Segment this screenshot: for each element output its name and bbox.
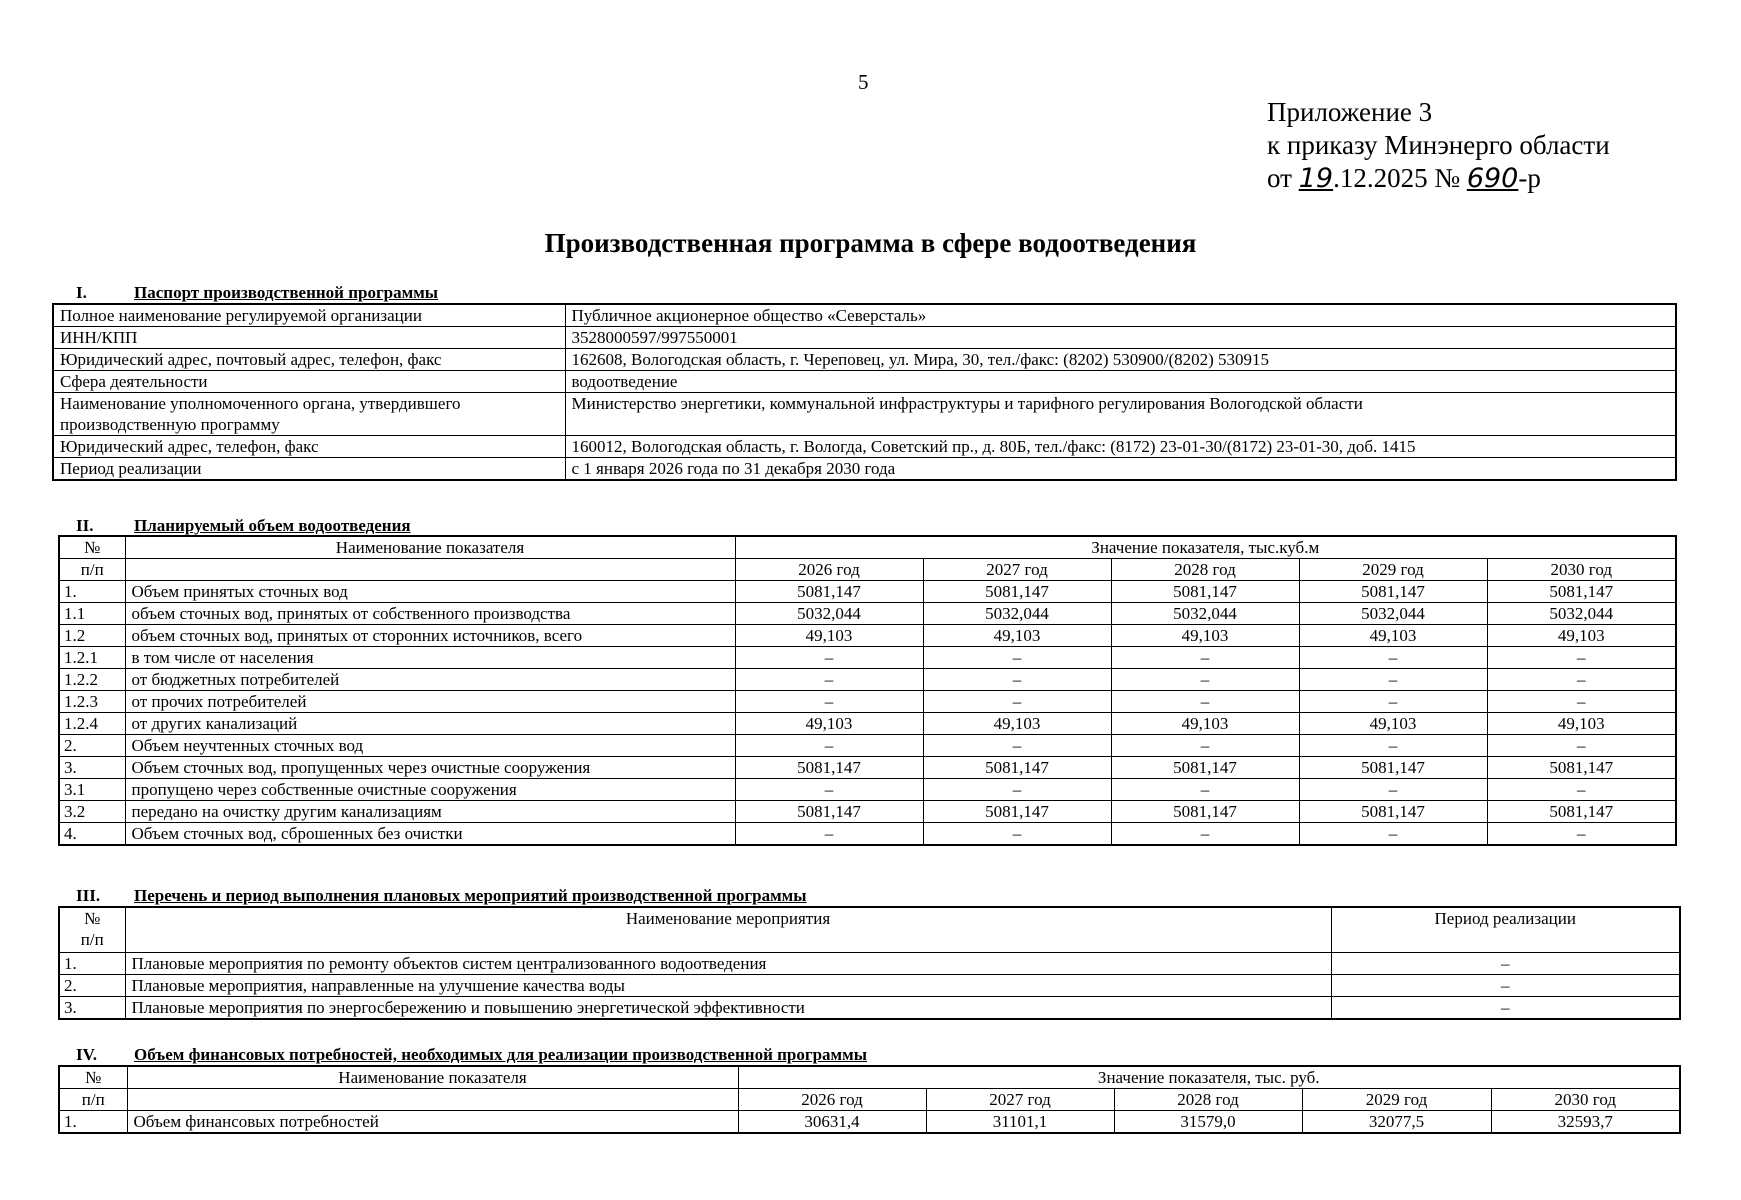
volume-row-value: 49,103 bbox=[735, 713, 923, 735]
passport-label: Сфера деятельности bbox=[53, 371, 565, 393]
section1-title: Паспорт производственной программы bbox=[134, 283, 439, 302]
finance-header-name: Наименование показателя bbox=[127, 1066, 738, 1089]
volume-row-value: 5081,147 bbox=[923, 757, 1111, 779]
volume-row-value: 49,103 bbox=[1487, 713, 1676, 735]
volume-row bbox=[59, 647, 1676, 669]
volume-row-value: – bbox=[1111, 779, 1299, 801]
activities-header-period: Период реализации bbox=[1331, 907, 1680, 953]
activities-header-num2: п/п bbox=[80, 930, 104, 949]
volume-row-value: – bbox=[735, 647, 923, 669]
volume-row-value: 5081,147 bbox=[923, 581, 1111, 603]
volume-row-value: – bbox=[1487, 823, 1676, 846]
volume-row-value: 5081,147 bbox=[1487, 801, 1676, 823]
volume-row-value: 5081,147 bbox=[735, 757, 923, 779]
passport-label: Наименование уполномоченного органа, утвердившего производственную программу bbox=[53, 393, 565, 436]
date-prefix: от bbox=[1267, 163, 1292, 193]
section2-number: II. bbox=[76, 516, 94, 535]
activity-name: Плановые мероприятия по ремонту объектов систем централизованного водоотведения bbox=[125, 953, 1331, 975]
volume-row-value: – bbox=[1111, 823, 1299, 846]
passport-row bbox=[53, 304, 1676, 327]
section1-heading bbox=[76, 283, 438, 303]
passport-row bbox=[53, 436, 1676, 458]
passport-value: Министерство энергетики, коммунальной инфраструктуры и тарифного регулирования Вологодской области bbox=[565, 393, 1676, 436]
activity-num: 2. bbox=[59, 975, 125, 997]
volume-row bbox=[59, 823, 1676, 846]
volume-row-name: от бюджетных потребителей bbox=[125, 669, 735, 691]
volume-row-value: – bbox=[735, 823, 923, 846]
volume-row-value: 5081,147 bbox=[1111, 757, 1299, 779]
passport-value: водоотведение bbox=[565, 371, 1676, 393]
volume-row-value: 5081,147 bbox=[1111, 581, 1299, 603]
section3-heading bbox=[76, 886, 807, 906]
volume-row bbox=[59, 691, 1676, 713]
volume-row-num: 4. bbox=[59, 823, 125, 846]
volume-row-value: – bbox=[1299, 735, 1487, 757]
passport-row bbox=[53, 327, 1676, 349]
volume-row-value: 49,103 bbox=[923, 625, 1111, 647]
volume-row-name: от прочих потребителей bbox=[125, 691, 735, 713]
volume-row-value: – bbox=[1111, 647, 1299, 669]
volume-row-num: 1.2 bbox=[59, 625, 125, 647]
volume-row-value: – bbox=[1487, 691, 1676, 713]
volume-row-value: 49,103 bbox=[923, 713, 1111, 735]
volume-row-value: – bbox=[1487, 735, 1676, 757]
volume-row bbox=[59, 757, 1676, 779]
passport-value: 160012, Вологодская область, г. Вологда, Советский пр., д. 80Б, тел./факс: (8172) 23-01-30/(8172) 23-01-30, доб. 1415 bbox=[565, 436, 1676, 458]
volume-header-num2: п/п bbox=[59, 559, 125, 581]
passport-value: 162608, Вологодская область, г. Череповец, ул. Мира, 30, тел./факс: (8202) 530900/(8202) 530915 bbox=[565, 349, 1676, 371]
volume-row-value: 5032,044 bbox=[1111, 603, 1299, 625]
passport-label: Полное наименование регулируемой организации bbox=[53, 304, 565, 327]
volume-row-num: 3.2 bbox=[59, 801, 125, 823]
activity-period: – bbox=[1331, 997, 1680, 1020]
volume-row-value: – bbox=[1111, 669, 1299, 691]
volume-row-value: 49,103 bbox=[1299, 625, 1487, 647]
volume-row-value: 5081,147 bbox=[1111, 801, 1299, 823]
finance-row bbox=[59, 1111, 1680, 1134]
volume-row-name: Объем сточных вод, пропущенных через очистные сооружения bbox=[125, 757, 735, 779]
volume-row-value: 49,103 bbox=[735, 625, 923, 647]
order-suffix: -р bbox=[1518, 163, 1541, 193]
volume-row-value: – bbox=[735, 735, 923, 757]
appendix-date-line bbox=[1267, 162, 1610, 195]
volume-header-value: Значение показателя, тыс.куб.м bbox=[735, 536, 1676, 559]
volume-row-value: 5081,147 bbox=[1487, 581, 1676, 603]
volume-row-value: – bbox=[1487, 779, 1676, 801]
volume-row-name: Объем принятых сточных вод bbox=[125, 581, 735, 603]
page-number: 5 bbox=[858, 70, 869, 94]
volume-row bbox=[59, 581, 1676, 603]
activity-num: 3. bbox=[59, 997, 125, 1020]
section4-number: IV. bbox=[76, 1045, 97, 1064]
volume-row-value: 5081,147 bbox=[1487, 757, 1676, 779]
volume-row-value: 5081,147 bbox=[735, 801, 923, 823]
volume-row-value: – bbox=[735, 691, 923, 713]
volume-row-value: – bbox=[1299, 823, 1487, 846]
activity-row bbox=[59, 997, 1680, 1020]
volume-row bbox=[59, 713, 1676, 735]
volume-row-value: – bbox=[923, 735, 1111, 757]
activity-period: – bbox=[1331, 953, 1680, 975]
volume-year-header: 2029 год bbox=[1299, 559, 1487, 581]
finance-row-value: 32077,5 bbox=[1302, 1111, 1491, 1134]
volume-row-value: 49,103 bbox=[1111, 713, 1299, 735]
section3-title: Перечень и период выполнения плановых мероприятий производственной программы bbox=[134, 886, 807, 905]
volume-row-value: 49,103 bbox=[1487, 625, 1676, 647]
volume-row-value: – bbox=[1111, 735, 1299, 757]
section4-title: Объем финансовых потребностей, необходимых для реализации производственной программы bbox=[134, 1045, 867, 1064]
volume-year-header: 2026 год bbox=[735, 559, 923, 581]
volume-row-value: – bbox=[1299, 647, 1487, 669]
volume-row-num: 1.2.4 bbox=[59, 713, 125, 735]
volume-row-num: 3.1 bbox=[59, 779, 125, 801]
volume-row-value: – bbox=[923, 779, 1111, 801]
volume-row-value: 49,103 bbox=[1299, 713, 1487, 735]
finance-year-header: 2028 год bbox=[1114, 1089, 1302, 1111]
volume-row-name: Объем неучтенных сточных вод bbox=[125, 735, 735, 757]
activity-name: Плановые мероприятия по энергосбережению и повышению энергетической эффективности bbox=[125, 997, 1331, 1020]
passport-label: Период реализации bbox=[53, 458, 565, 481]
passport-value: 3528000597/997550001 bbox=[565, 327, 1676, 349]
activity-name: Плановые мероприятия, направленные на улучшение качества воды bbox=[125, 975, 1331, 997]
volume-row-value: 5081,147 bbox=[923, 801, 1111, 823]
volume-row-name: пропущено через собственные очистные сооружения bbox=[125, 779, 735, 801]
volume-row-value: – bbox=[1299, 691, 1487, 713]
finance-header-num2: п/п bbox=[59, 1089, 127, 1111]
document-title: Производственная программа в сфере водоотведения bbox=[544, 228, 1197, 258]
passport-row bbox=[53, 393, 1676, 436]
activities-header-num1: № bbox=[84, 909, 101, 928]
volume-row bbox=[59, 669, 1676, 691]
finance-row-value: 30631,4 bbox=[738, 1111, 926, 1134]
volume-row bbox=[59, 603, 1676, 625]
passport-value: с 1 января 2026 года по 31 декабря 2030 года bbox=[565, 458, 1676, 481]
volume-row-value: 5081,147 bbox=[1299, 581, 1487, 603]
volume-row-value: 5032,044 bbox=[923, 603, 1111, 625]
volume-header-num: № bbox=[59, 536, 125, 559]
volume-row-num: 1.2.3 bbox=[59, 691, 125, 713]
volume-row bbox=[59, 779, 1676, 801]
date-rest: .12.2025 № bbox=[1333, 163, 1461, 193]
section1-number: I. bbox=[76, 283, 87, 302]
finance-row-name: Объем финансовых потребностей bbox=[127, 1111, 738, 1134]
volume-row-num: 2. bbox=[59, 735, 125, 757]
section4-heading bbox=[76, 1045, 867, 1065]
finance-year-header: 2030 год bbox=[1491, 1089, 1680, 1111]
volume-row-value: 5081,147 bbox=[1299, 801, 1487, 823]
volume-row-name: объем сточных вод, принятых от сторонних источников, всего bbox=[125, 625, 735, 647]
volume-row-value: – bbox=[1299, 669, 1487, 691]
volume-row-value: – bbox=[923, 691, 1111, 713]
activity-num: 1. bbox=[59, 953, 125, 975]
volume-row-value: 49,103 bbox=[1111, 625, 1299, 647]
activities-header-name: Наименование мероприятия bbox=[125, 907, 1331, 953]
volume-row-value: – bbox=[923, 647, 1111, 669]
volume-row-num: 3. bbox=[59, 757, 125, 779]
volume-row-value: – bbox=[1487, 647, 1676, 669]
volume-row-value: – bbox=[1487, 669, 1676, 691]
order-number: 690 bbox=[1466, 163, 1519, 194]
passport-table bbox=[52, 303, 1677, 481]
volume-row-value: 5081,147 bbox=[735, 581, 923, 603]
volume-row-name: Объем сточных вод, сброшенных без очистки bbox=[125, 823, 735, 846]
volume-row-value: – bbox=[923, 669, 1111, 691]
volume-row-num: 1. bbox=[59, 581, 125, 603]
appendix-block bbox=[1267, 96, 1610, 195]
activity-period: – bbox=[1331, 975, 1680, 997]
activities-table bbox=[58, 906, 1681, 1020]
volume-row-value: – bbox=[1111, 691, 1299, 713]
date-day: 19 bbox=[1298, 163, 1334, 194]
finance-header-num: № bbox=[59, 1066, 127, 1089]
activity-row bbox=[59, 953, 1680, 975]
volume-row-value: 5081,147 bbox=[1299, 757, 1487, 779]
volume-header-name: Наименование показателя bbox=[125, 536, 735, 559]
volume-row-num: 1.1 bbox=[59, 603, 125, 625]
finance-year-header: 2029 год bbox=[1302, 1089, 1491, 1111]
finance-row-value: 31579,0 bbox=[1114, 1111, 1302, 1134]
activity-row bbox=[59, 975, 1680, 997]
passport-row bbox=[53, 371, 1676, 393]
appendix-line2: к приказу Минэнерго области bbox=[1267, 130, 1610, 160]
volume-row-name: передано на очистку другим канализациям bbox=[125, 801, 735, 823]
volume-table bbox=[58, 535, 1677, 846]
passport-row bbox=[53, 349, 1676, 371]
volume-row-value: – bbox=[735, 779, 923, 801]
volume-row bbox=[59, 735, 1676, 757]
volume-row-name: объем сточных вод, принятых от собственного производства bbox=[125, 603, 735, 625]
finance-row-num: 1. bbox=[59, 1111, 127, 1134]
appendix-line1: Приложение 3 bbox=[1267, 97, 1433, 127]
volume-year-header: 2028 год bbox=[1111, 559, 1299, 581]
passport-label: ИНН/КПП bbox=[53, 327, 565, 349]
volume-row-value: 5032,044 bbox=[1487, 603, 1676, 625]
volume-row-name: от других канализаций bbox=[125, 713, 735, 735]
passport-label: Юридический адрес, телефон, факс bbox=[53, 436, 565, 458]
volume-row-value: 5032,044 bbox=[735, 603, 923, 625]
volume-row-name: в том числе от населения bbox=[125, 647, 735, 669]
volume-year-header: 2027 год bbox=[923, 559, 1111, 581]
finance-row-value: 31101,1 bbox=[926, 1111, 1114, 1134]
finance-year-header: 2027 год bbox=[926, 1089, 1114, 1111]
section2-title: Планируемый объем водоотведения bbox=[134, 516, 411, 535]
passport-value: Публичное акционерное общество «Северсталь» bbox=[565, 304, 1676, 327]
finance-header-value: Значение показателя, тыс. руб. bbox=[738, 1066, 1680, 1089]
volume-row-value: 5032,044 bbox=[1299, 603, 1487, 625]
section3-number: III. bbox=[76, 886, 101, 905]
finance-table bbox=[58, 1065, 1681, 1134]
section2-heading bbox=[76, 516, 411, 536]
volume-row-num: 1.2.1 bbox=[59, 647, 125, 669]
passport-row bbox=[53, 458, 1676, 481]
volume-year-header: 2030 год bbox=[1487, 559, 1676, 581]
volume-row-num: 1.2.2 bbox=[59, 669, 125, 691]
volume-row-value: – bbox=[923, 823, 1111, 846]
passport-label: Юридический адрес, почтовый адрес, телефон, факс bbox=[53, 349, 565, 371]
volume-row bbox=[59, 625, 1676, 647]
volume-row bbox=[59, 801, 1676, 823]
finance-row-value: 32593,7 bbox=[1491, 1111, 1680, 1134]
finance-year-header: 2026 год bbox=[738, 1089, 926, 1111]
activities-header-num bbox=[59, 907, 125, 953]
volume-row-value: – bbox=[1299, 779, 1487, 801]
volume-row-value: – bbox=[735, 669, 923, 691]
